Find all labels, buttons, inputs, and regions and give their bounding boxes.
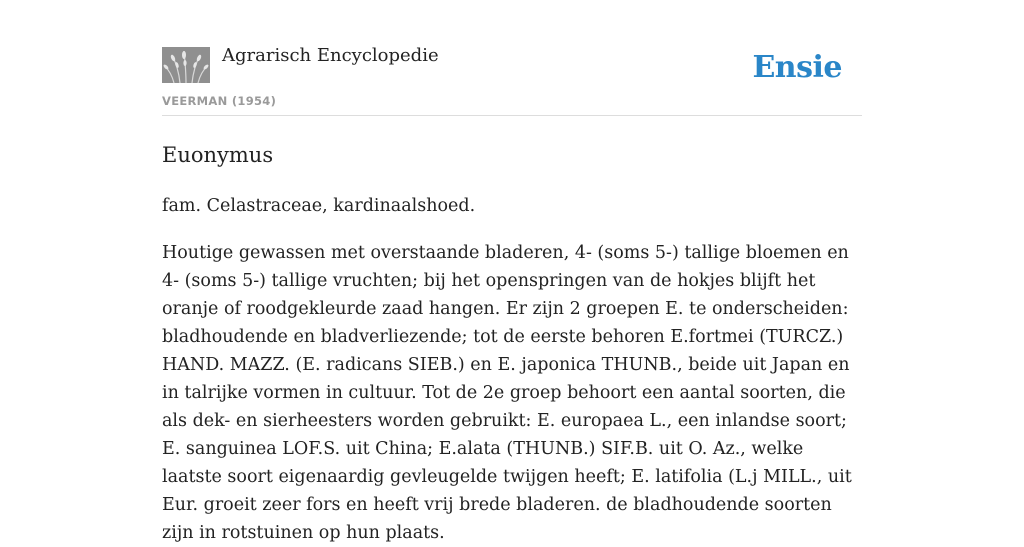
entry-content bbox=[162, 116, 862, 547]
source-header bbox=[162, 0, 862, 116]
source-author-year: VEERMAN (1954) bbox=[162, 94, 277, 108]
entry-definition: fam. Celastraceae, kardinaalshoed. bbox=[162, 196, 476, 216]
entry-title: Euonymus bbox=[162, 143, 274, 167]
brand-logo[interactable]: Ensie bbox=[752, 50, 842, 85]
wheat-logo-icon[interactable] bbox=[162, 47, 210, 83]
source-title[interactable]: Agrarisch Encyclopedie bbox=[222, 45, 439, 66]
entry-body: Houtige gewassen met overstaande bladeren, 4- (soms 5-) tallige bloemen en 4- (soms 5-) tallige vruchten; bij het openspringen van de hokjes blijft het oranje of roodgekleurde zaad hangen. Er zijn 2 groepen E. te onderscheiden: bladhoudende en bladverliezende; tot de eerste behoren E.fortmei (TURCZ.) HAND. MAZZ. (E. radicans SIEB.) en E. japonica THUNB., beide uit Japan en in talrijke vormen in cultuur. Tot de 2e groep behoort een aantal soorten, die als dek- en sierheesters worden gebruikt: E. europaea L., een inlandse soort; E. sanguinea LOF.S. uit China; E.alata (THUNB.) SIF.B. uit O. Az., welke laatste soort eigenaardig gevleugelde twijgen heeft; E. latifolia (L.j MILL., uit Eur. groeit zeer fors en heeft vrij brede bladeren. de bladhoudende soorten zijn in rotstuinen op hun plaats. bbox=[162, 243, 852, 543]
